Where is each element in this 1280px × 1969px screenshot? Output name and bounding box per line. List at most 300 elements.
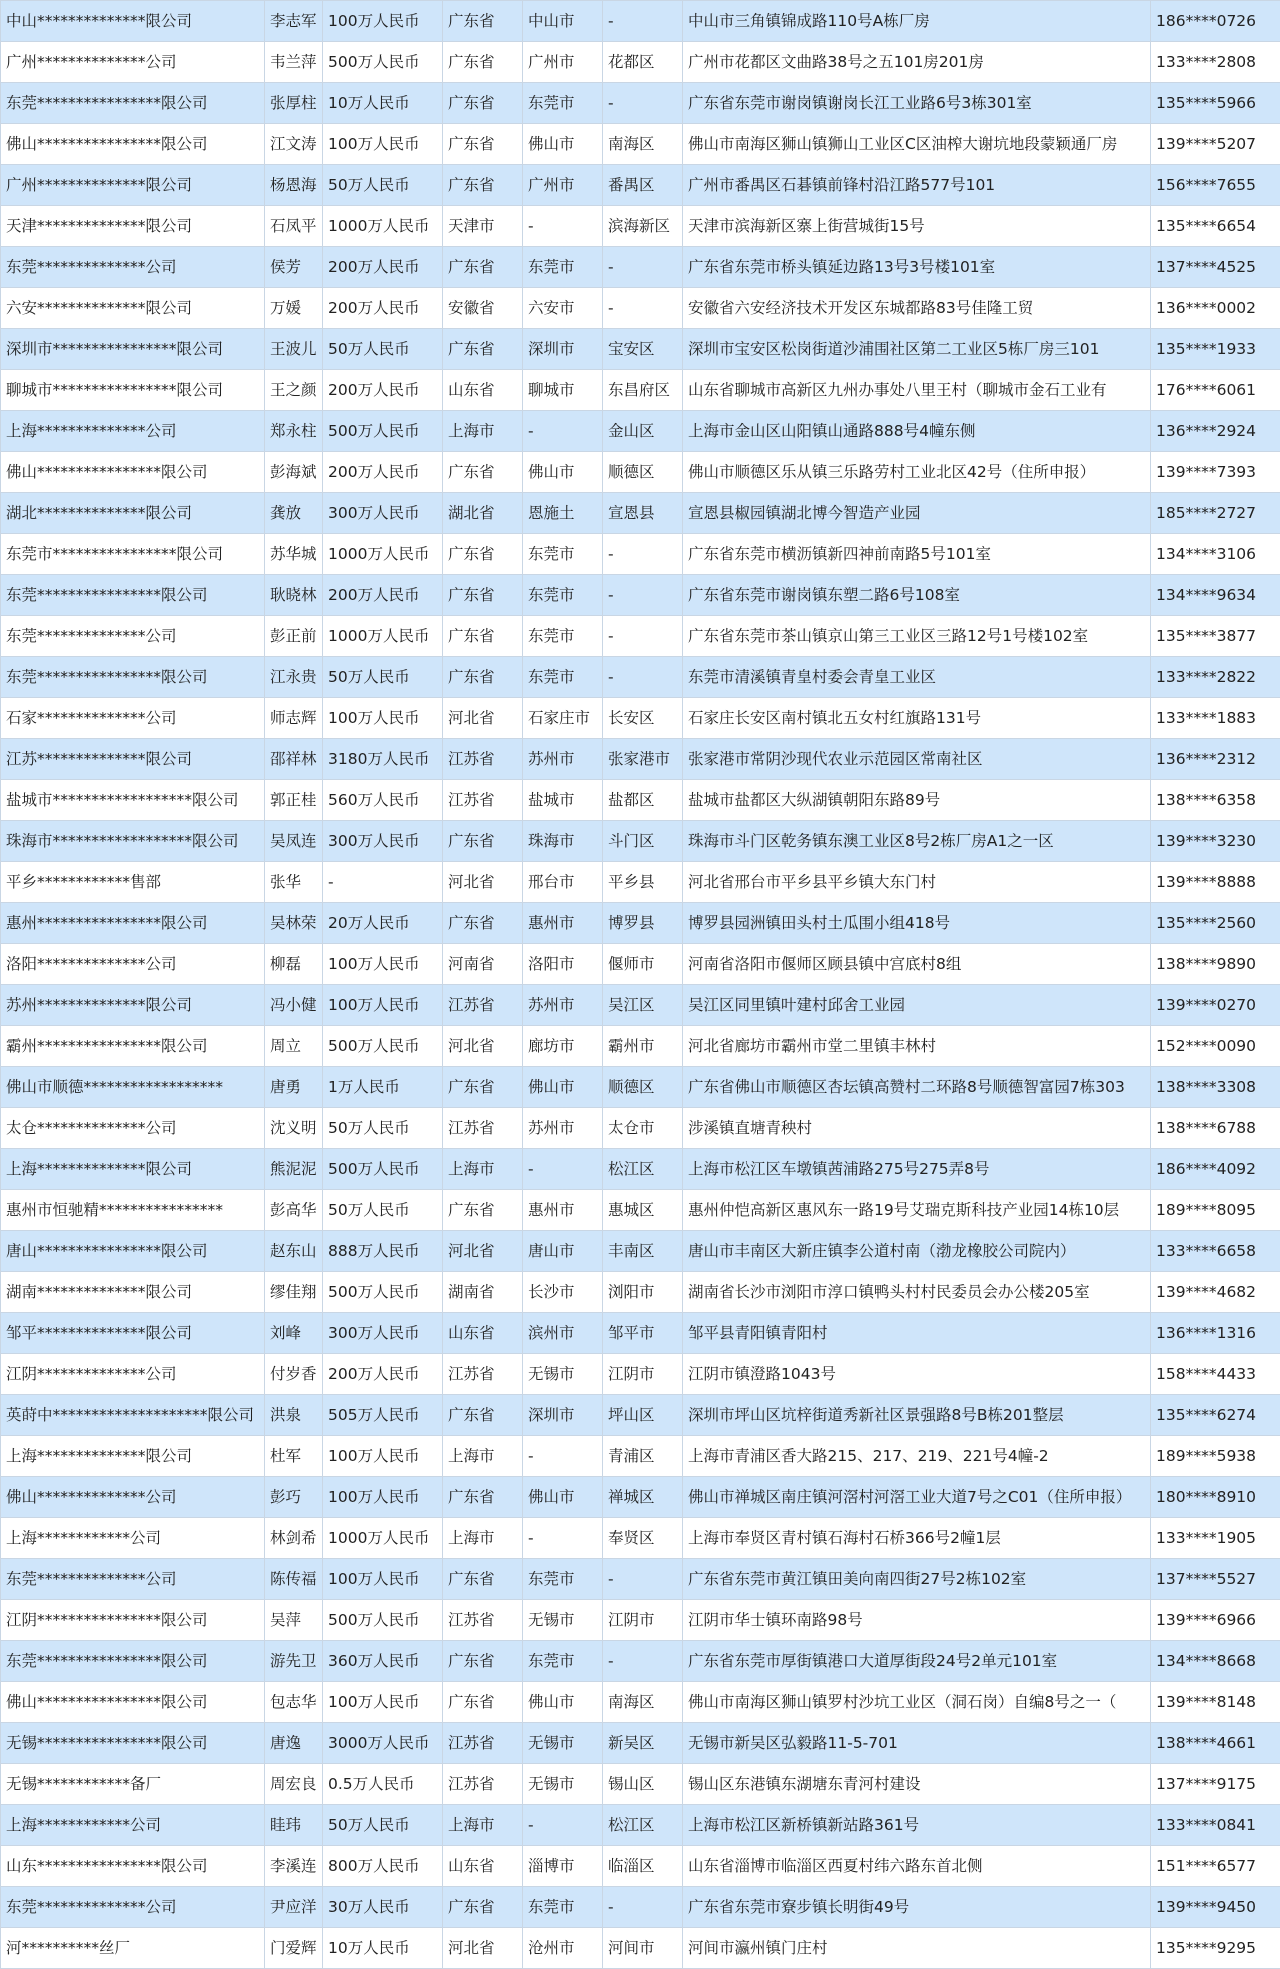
city-cell: 六安市 (523, 288, 603, 329)
city-cell: 苏州市 (523, 1108, 603, 1149)
company-name-cell: 东莞****************限公司 (1, 1641, 265, 1682)
address-cell: 广东省东莞市寮步镇长明街49号 (683, 1887, 1151, 1928)
registered-capital-cell: 1000万人民币 (323, 1518, 443, 1559)
phone-cell: 136****1316 (1151, 1313, 1280, 1354)
city-cell: 无锡市 (523, 1600, 603, 1641)
legal-person-cell: 眭玮 (265, 1805, 323, 1846)
table-row (1, 411, 1280, 452)
district-cell: 霸州市 (603, 1026, 683, 1067)
company-name-cell: 盐城市******************限公司 (1, 780, 265, 821)
district-cell: 东昌府区 (603, 370, 683, 411)
registered-capital-cell: 800万人民币 (323, 1846, 443, 1887)
legal-person-cell: 张厚柱 (265, 83, 323, 124)
address-cell: 唐山市丰南区大新庄镇李公道村南（渤龙橡胶公司院内） (683, 1231, 1151, 1272)
table-row (1, 1641, 1280, 1682)
province-cell: 江苏省 (443, 1600, 523, 1641)
legal-person-cell: 江永贵 (265, 657, 323, 698)
company-name-cell: 无锡************备厂 (1, 1764, 265, 1805)
phone-cell: 139****9450 (1151, 1887, 1280, 1928)
city-cell: 东莞市 (523, 1559, 603, 1600)
address-cell: 佛山市禅城区南庄镇河滘村河滘工业大道7号之C01（住所申报） (683, 1477, 1151, 1518)
province-cell: 江苏省 (443, 1108, 523, 1149)
city-cell: 苏州市 (523, 985, 603, 1026)
province-cell: 河北省 (443, 862, 523, 903)
legal-person-cell: 冯小健 (265, 985, 323, 1026)
city-cell: 广州市 (523, 42, 603, 83)
city-cell: 东莞市 (523, 83, 603, 124)
address-cell: 东莞市清溪镇青皇村委会青皇工业区 (683, 657, 1151, 698)
company-name-cell: 东莞**************公司 (1, 247, 265, 288)
district-cell: - (603, 83, 683, 124)
phone-cell: 186****0726 (1151, 1, 1280, 42)
legal-person-cell: 周宏良 (265, 1764, 323, 1805)
company-name-cell: 英莳中********************限公司 (1, 1395, 265, 1436)
address-cell: 江阴市镇澄路1043号 (683, 1354, 1151, 1395)
table-row (1, 1805, 1280, 1846)
legal-person-cell: 李志军 (265, 1, 323, 42)
company-name-cell: 聊城市****************限公司 (1, 370, 265, 411)
legal-person-cell: 柳磊 (265, 944, 323, 985)
district-cell: 长安区 (603, 698, 683, 739)
district-cell: 吴江区 (603, 985, 683, 1026)
city-cell: 东莞市 (523, 616, 603, 657)
city-cell: 聊城市 (523, 370, 603, 411)
company-name-cell: 唐山****************限公司 (1, 1231, 265, 1272)
registered-capital-cell: 50万人民币 (323, 329, 443, 370)
address-cell: 广东省佛山市顺德区杏坛镇高赞村二环路8号顺德智富园7栋303 (683, 1067, 1151, 1108)
table-row (1, 1395, 1280, 1436)
registered-capital-cell: 300万人民币 (323, 493, 443, 534)
phone-cell: 133****1905 (1151, 1518, 1280, 1559)
legal-person-cell: 石凤平 (265, 206, 323, 247)
city-cell: 东莞市 (523, 1641, 603, 1682)
legal-person-cell: 付岁香 (265, 1354, 323, 1395)
legal-person-cell: 杨恩海 (265, 165, 323, 206)
table-row (1, 985, 1280, 1026)
legal-person-cell: 吴林荣 (265, 903, 323, 944)
legal-person-cell: 唐勇 (265, 1067, 323, 1108)
address-cell: 广东省东莞市厚街镇港口大道厚街段24号2单元101室 (683, 1641, 1151, 1682)
phone-cell: 158****4433 (1151, 1354, 1280, 1395)
company-name-cell: 佛山****************限公司 (1, 124, 265, 165)
legal-person-cell: 缪佳翔 (265, 1272, 323, 1313)
city-cell: - (523, 1149, 603, 1190)
company-name-cell: 中山**************限公司 (1, 1, 265, 42)
registered-capital-cell: 50万人民币 (323, 657, 443, 698)
district-cell: 禅城区 (603, 1477, 683, 1518)
district-cell: 奉贤区 (603, 1518, 683, 1559)
address-cell: 锡山区东港镇东湖塘东青河村建设 (683, 1764, 1151, 1805)
company-name-cell: 佛山**************公司 (1, 1477, 265, 1518)
district-cell: - (603, 534, 683, 575)
registered-capital-cell: 50万人民币 (323, 1108, 443, 1149)
district-cell: 平乡县 (603, 862, 683, 903)
table-row (1, 1067, 1280, 1108)
table-row (1, 1682, 1280, 1723)
district-cell: 惠城区 (603, 1190, 683, 1231)
province-cell: 广东省 (443, 1682, 523, 1723)
phone-cell: 137****9175 (1151, 1764, 1280, 1805)
registered-capital-cell: 10万人民币 (323, 1928, 443, 1969)
legal-person-cell: 彭巧 (265, 1477, 323, 1518)
legal-person-cell: 王之颜 (265, 370, 323, 411)
legal-person-cell: 江文涛 (265, 124, 323, 165)
phone-cell: 139****3230 (1151, 821, 1280, 862)
district-cell: 松江区 (603, 1805, 683, 1846)
table-row (1, 1846, 1280, 1887)
table-row (1, 206, 1280, 247)
province-cell: 江苏省 (443, 780, 523, 821)
table-row (1, 739, 1280, 780)
registered-capital-cell: 0.5万人民币 (323, 1764, 443, 1805)
province-cell: 广东省 (443, 1067, 523, 1108)
legal-person-cell: 唐逸 (265, 1723, 323, 1764)
company-name-cell: 东莞**************公司 (1, 616, 265, 657)
city-cell: 东莞市 (523, 1887, 603, 1928)
province-cell: 广东省 (443, 1641, 523, 1682)
address-cell: 山东省淄博市临淄区西夏村纬六路东首北侧 (683, 1846, 1151, 1887)
company-name-cell: 上海************公司 (1, 1805, 265, 1846)
company-name-cell: 江苏**************限公司 (1, 739, 265, 780)
address-cell: 山东省聊城市高新区九州办事处八里王村（聊城市金石工业有 (683, 370, 1151, 411)
legal-person-cell: 包志华 (265, 1682, 323, 1723)
district-cell: 浏阳市 (603, 1272, 683, 1313)
district-cell: - (603, 288, 683, 329)
phone-cell: 139****4682 (1151, 1272, 1280, 1313)
city-cell: 沧州市 (523, 1928, 603, 1969)
city-cell: 东莞市 (523, 575, 603, 616)
table-row (1, 821, 1280, 862)
phone-cell: 139****8888 (1151, 862, 1280, 903)
table-row (1, 42, 1280, 83)
table-row (1, 657, 1280, 698)
address-cell: 上海市奉贤区青村镇石海村石桥366号2幢1层 (683, 1518, 1151, 1559)
city-cell: 无锡市 (523, 1354, 603, 1395)
district-cell: - (603, 247, 683, 288)
table-row (1, 83, 1280, 124)
city-cell: 长沙市 (523, 1272, 603, 1313)
address-cell: 广州市番禺区石碁镇前锋村沿江路577号101 (683, 165, 1151, 206)
legal-person-cell: 万媛 (265, 288, 323, 329)
phone-cell: 189****5938 (1151, 1436, 1280, 1477)
phone-cell: 133****2808 (1151, 42, 1280, 83)
district-cell: - (603, 657, 683, 698)
province-cell: 河北省 (443, 1928, 523, 1969)
registered-capital-cell: 50万人民币 (323, 165, 443, 206)
registered-capital-cell: 100万人民币 (323, 1559, 443, 1600)
table-row (1, 1928, 1280, 1969)
address-cell: 广东省东莞市茶山镇京山第三工业区三路12号1号楼102室 (683, 616, 1151, 657)
company-name-cell: 东莞****************限公司 (1, 575, 265, 616)
address-cell: 江阴市华士镇环南路98号 (683, 1600, 1151, 1641)
district-cell: 宣恩县 (603, 493, 683, 534)
table-row (1, 1723, 1280, 1764)
table-row (1, 575, 1280, 616)
phone-cell: 138****9890 (1151, 944, 1280, 985)
province-cell: 广东省 (443, 1477, 523, 1518)
company-name-cell: 江阴**************公司 (1, 1354, 265, 1395)
city-cell: - (523, 1805, 603, 1846)
district-cell: - (603, 616, 683, 657)
province-cell: 广东省 (443, 165, 523, 206)
legal-person-cell: 沈义明 (265, 1108, 323, 1149)
registered-capital-cell: 500万人民币 (323, 1026, 443, 1067)
phone-cell: 136****2312 (1151, 739, 1280, 780)
legal-person-cell: 熊泥泥 (265, 1149, 323, 1190)
district-cell: - (603, 1559, 683, 1600)
registered-capital-cell: 100万人民币 (323, 1, 443, 42)
city-cell: 无锡市 (523, 1723, 603, 1764)
province-cell: 河南省 (443, 944, 523, 985)
province-cell: 江苏省 (443, 1354, 523, 1395)
table-row (1, 370, 1280, 411)
table-row (1, 1231, 1280, 1272)
registered-capital-cell: 888万人民币 (323, 1231, 443, 1272)
table-row (1, 1, 1280, 42)
province-cell: 广东省 (443, 1559, 523, 1600)
province-cell: 江苏省 (443, 985, 523, 1026)
registered-capital-cell: 100万人民币 (323, 124, 443, 165)
phone-cell: 133****2822 (1151, 657, 1280, 698)
registered-capital-cell: 505万人民币 (323, 1395, 443, 1436)
district-cell: 偃师市 (603, 944, 683, 985)
city-cell: 恩施土 (523, 493, 603, 534)
table-row (1, 1436, 1280, 1477)
table-row (1, 1354, 1280, 1395)
phone-cell: 135****1933 (1151, 329, 1280, 370)
phone-cell: 136****2924 (1151, 411, 1280, 452)
address-cell: 上海市青浦区香大路215、217、219、221号4幢-2 (683, 1436, 1151, 1477)
city-cell: 无锡市 (523, 1764, 603, 1805)
city-cell: 佛山市 (523, 1477, 603, 1518)
table-row (1, 1887, 1280, 1928)
district-cell: 顺德区 (603, 1067, 683, 1108)
registered-capital-cell: 200万人民币 (323, 1354, 443, 1395)
registered-capital-cell: 100万人民币 (323, 698, 443, 739)
district-cell: 太仓市 (603, 1108, 683, 1149)
city-cell: - (523, 411, 603, 452)
company-name-cell: 东莞****************限公司 (1, 83, 265, 124)
company-name-cell: 佛山市顺德****************** (1, 1067, 265, 1108)
phone-cell: 135****3877 (1151, 616, 1280, 657)
legal-person-cell: 郑永柱 (265, 411, 323, 452)
company-name-cell: 石家**************公司 (1, 698, 265, 739)
address-cell: 上海市松江区车墩镇茜浦路275号275弄8号 (683, 1149, 1151, 1190)
province-cell: 上海市 (443, 1436, 523, 1477)
table-row (1, 288, 1280, 329)
phone-cell: 139****8148 (1151, 1682, 1280, 1723)
province-cell: 河北省 (443, 1231, 523, 1272)
address-cell: 宣恩县椒园镇湖北博今智造产业园 (683, 493, 1151, 534)
table-row (1, 124, 1280, 165)
company-name-cell: 无锡****************限公司 (1, 1723, 265, 1764)
district-cell: 临淄区 (603, 1846, 683, 1887)
address-cell: 天津市滨海新区寨上街营城街15号 (683, 206, 1151, 247)
legal-person-cell: 尹应洋 (265, 1887, 323, 1928)
phone-cell: 138****6788 (1151, 1108, 1280, 1149)
address-cell: 惠州仲恺高新区惠风东一路19号艾瑞克斯科技产业园14栋10层 (683, 1190, 1151, 1231)
table-row (1, 616, 1280, 657)
province-cell: 广东省 (443, 124, 523, 165)
province-cell: 广东省 (443, 1887, 523, 1928)
registered-capital-cell: 500万人民币 (323, 1272, 443, 1313)
registered-capital-cell: 50万人民币 (323, 1805, 443, 1846)
phone-cell: 151****6577 (1151, 1846, 1280, 1887)
legal-person-cell: 韦兰萍 (265, 42, 323, 83)
address-cell: 河南省洛阳市偃师区顾县镇中宫底村8组 (683, 944, 1151, 985)
district-cell: 斗门区 (603, 821, 683, 862)
company-name-cell: 上海**************限公司 (1, 1436, 265, 1477)
province-cell: 广东省 (443, 83, 523, 124)
province-cell: 安徽省 (443, 288, 523, 329)
registered-capital-cell: 10万人民币 (323, 83, 443, 124)
address-cell: 湖南省长沙市浏阳市淳口镇鸭头村村民委员会办公楼205室 (683, 1272, 1151, 1313)
company-name-cell: 东莞**************公司 (1, 1887, 265, 1928)
company-name-cell: 上海************公司 (1, 1518, 265, 1559)
table-row (1, 1600, 1280, 1641)
phone-cell: 138****3308 (1151, 1067, 1280, 1108)
district-cell: 盐都区 (603, 780, 683, 821)
city-cell: 东莞市 (523, 534, 603, 575)
legal-person-cell: 郭正桂 (265, 780, 323, 821)
city-cell: 广州市 (523, 165, 603, 206)
province-cell: 上海市 (443, 1518, 523, 1559)
table-row (1, 1559, 1280, 1600)
registered-capital-cell: 500万人民币 (323, 42, 443, 83)
province-cell: 广东省 (443, 1190, 523, 1231)
district-cell: 江阴市 (603, 1600, 683, 1641)
company-name-cell: 东莞市****************限公司 (1, 534, 265, 575)
phone-cell: 135****2560 (1151, 903, 1280, 944)
table-row (1, 780, 1280, 821)
table-row (1, 1026, 1280, 1067)
province-cell: 广东省 (443, 821, 523, 862)
address-cell: 盐城市盐都区大纵湖镇朝阳东路89号 (683, 780, 1151, 821)
company-name-cell: 上海**************公司 (1, 411, 265, 452)
address-cell: 深圳市宝安区松岗街道沙浦围社区第二工业区5栋厂房三101 (683, 329, 1151, 370)
city-cell: 盐城市 (523, 780, 603, 821)
phone-cell: 133****1883 (1151, 698, 1280, 739)
address-cell: 广东省东莞市谢岗镇东塑二路6号108室 (683, 575, 1151, 616)
address-cell: 河北省廊坊市霸州市堂二里镇丰林村 (683, 1026, 1151, 1067)
district-cell: - (603, 1641, 683, 1682)
phone-cell: 189****8095 (1151, 1190, 1280, 1231)
province-cell: 江苏省 (443, 739, 523, 780)
address-cell: 涉溪镇直塘青秧村 (683, 1108, 1151, 1149)
phone-cell: 137****5527 (1151, 1559, 1280, 1600)
legal-person-cell: 门爱辉 (265, 1928, 323, 1969)
district-cell: 新吴区 (603, 1723, 683, 1764)
legal-person-cell: 陈传福 (265, 1559, 323, 1600)
province-cell: 广东省 (443, 657, 523, 698)
city-cell: 滨州市 (523, 1313, 603, 1354)
address-cell: 邹平县青阳镇青阳村 (683, 1313, 1151, 1354)
company-name-cell: 广州**************公司 (1, 42, 265, 83)
company-name-cell: 天津**************限公司 (1, 206, 265, 247)
registered-capital-cell: 500万人民币 (323, 411, 443, 452)
company-name-cell: 湖北**************限公司 (1, 493, 265, 534)
phone-cell: 134****9634 (1151, 575, 1280, 616)
city-cell: 惠州市 (523, 1190, 603, 1231)
table-row (1, 1108, 1280, 1149)
registered-capital-cell: 20万人民币 (323, 903, 443, 944)
province-cell: 上海市 (443, 1805, 523, 1846)
company-name-cell: 佛山****************限公司 (1, 1682, 265, 1723)
city-cell: 佛山市 (523, 124, 603, 165)
table-row (1, 452, 1280, 493)
address-cell: 广东省东莞市横沥镇新四神前南路5号101室 (683, 534, 1151, 575)
city-cell: 淄博市 (523, 1846, 603, 1887)
registered-capital-cell: 200万人民币 (323, 247, 443, 288)
phone-cell: 133****6658 (1151, 1231, 1280, 1272)
city-cell: 深圳市 (523, 329, 603, 370)
registered-capital-cell: 200万人民币 (323, 452, 443, 493)
province-cell: 广东省 (443, 1395, 523, 1436)
company-name-cell: 东莞****************限公司 (1, 657, 265, 698)
legal-person-cell: 林剑希 (265, 1518, 323, 1559)
company-name-cell: 珠海市******************限公司 (1, 821, 265, 862)
legal-person-cell: 洪泉 (265, 1395, 323, 1436)
table-row (1, 247, 1280, 288)
city-cell: - (523, 1436, 603, 1477)
registered-capital-cell: 500万人民币 (323, 1600, 443, 1641)
district-cell: 番禺区 (603, 165, 683, 206)
address-cell: 上海市金山区山阳镇山通路888号4幢东侧 (683, 411, 1151, 452)
legal-person-cell: 苏华城 (265, 534, 323, 575)
address-cell: 石家庄长安区南村镇北五女村红旗路131号 (683, 698, 1151, 739)
company-name-cell: 惠州****************限公司 (1, 903, 265, 944)
registered-capital-cell: 500万人民币 (323, 1149, 443, 1190)
table-row (1, 329, 1280, 370)
district-cell: 南海区 (603, 124, 683, 165)
address-cell: 广东省东莞市桥头镇延边路13号3号楼101室 (683, 247, 1151, 288)
province-cell: 广东省 (443, 247, 523, 288)
province-cell: 广东省 (443, 903, 523, 944)
registered-capital-cell: 560万人民币 (323, 780, 443, 821)
table-row (1, 534, 1280, 575)
registered-capital-cell: 1000万人民币 (323, 206, 443, 247)
province-cell: 上海市 (443, 411, 523, 452)
company-name-cell: 深圳市****************限公司 (1, 329, 265, 370)
district-cell: 锡山区 (603, 1764, 683, 1805)
province-cell: 湖北省 (443, 493, 523, 534)
table-row (1, 862, 1280, 903)
phone-cell: 139****7393 (1151, 452, 1280, 493)
table-row (1, 1190, 1280, 1231)
province-cell: 湖南省 (443, 1272, 523, 1313)
registered-capital-cell: 100万人民币 (323, 985, 443, 1026)
district-cell: 宝安区 (603, 329, 683, 370)
phone-cell: 185****2727 (1151, 493, 1280, 534)
company-name-cell: 湖南**************限公司 (1, 1272, 265, 1313)
phone-cell: 134****3106 (1151, 534, 1280, 575)
registered-capital-cell: 50万人民币 (323, 1190, 443, 1231)
company-name-cell: 霸州****************限公司 (1, 1026, 265, 1067)
phone-cell: 133****0841 (1151, 1805, 1280, 1846)
address-cell: 上海市松江区新桥镇新站路361号 (683, 1805, 1151, 1846)
table-row (1, 698, 1280, 739)
address-cell: 河间市瀛州镇门庄村 (683, 1928, 1151, 1969)
company-name-cell: 六安**************限公司 (1, 288, 265, 329)
city-cell: 苏州市 (523, 739, 603, 780)
legal-person-cell: 王波儿 (265, 329, 323, 370)
province-cell: 天津市 (443, 206, 523, 247)
province-cell: 山东省 (443, 1846, 523, 1887)
city-cell: 佛山市 (523, 1067, 603, 1108)
province-cell: 广东省 (443, 42, 523, 83)
address-cell: 张家港市常阴沙现代农业示范园区常南社区 (683, 739, 1151, 780)
city-cell: 廊坊市 (523, 1026, 603, 1067)
